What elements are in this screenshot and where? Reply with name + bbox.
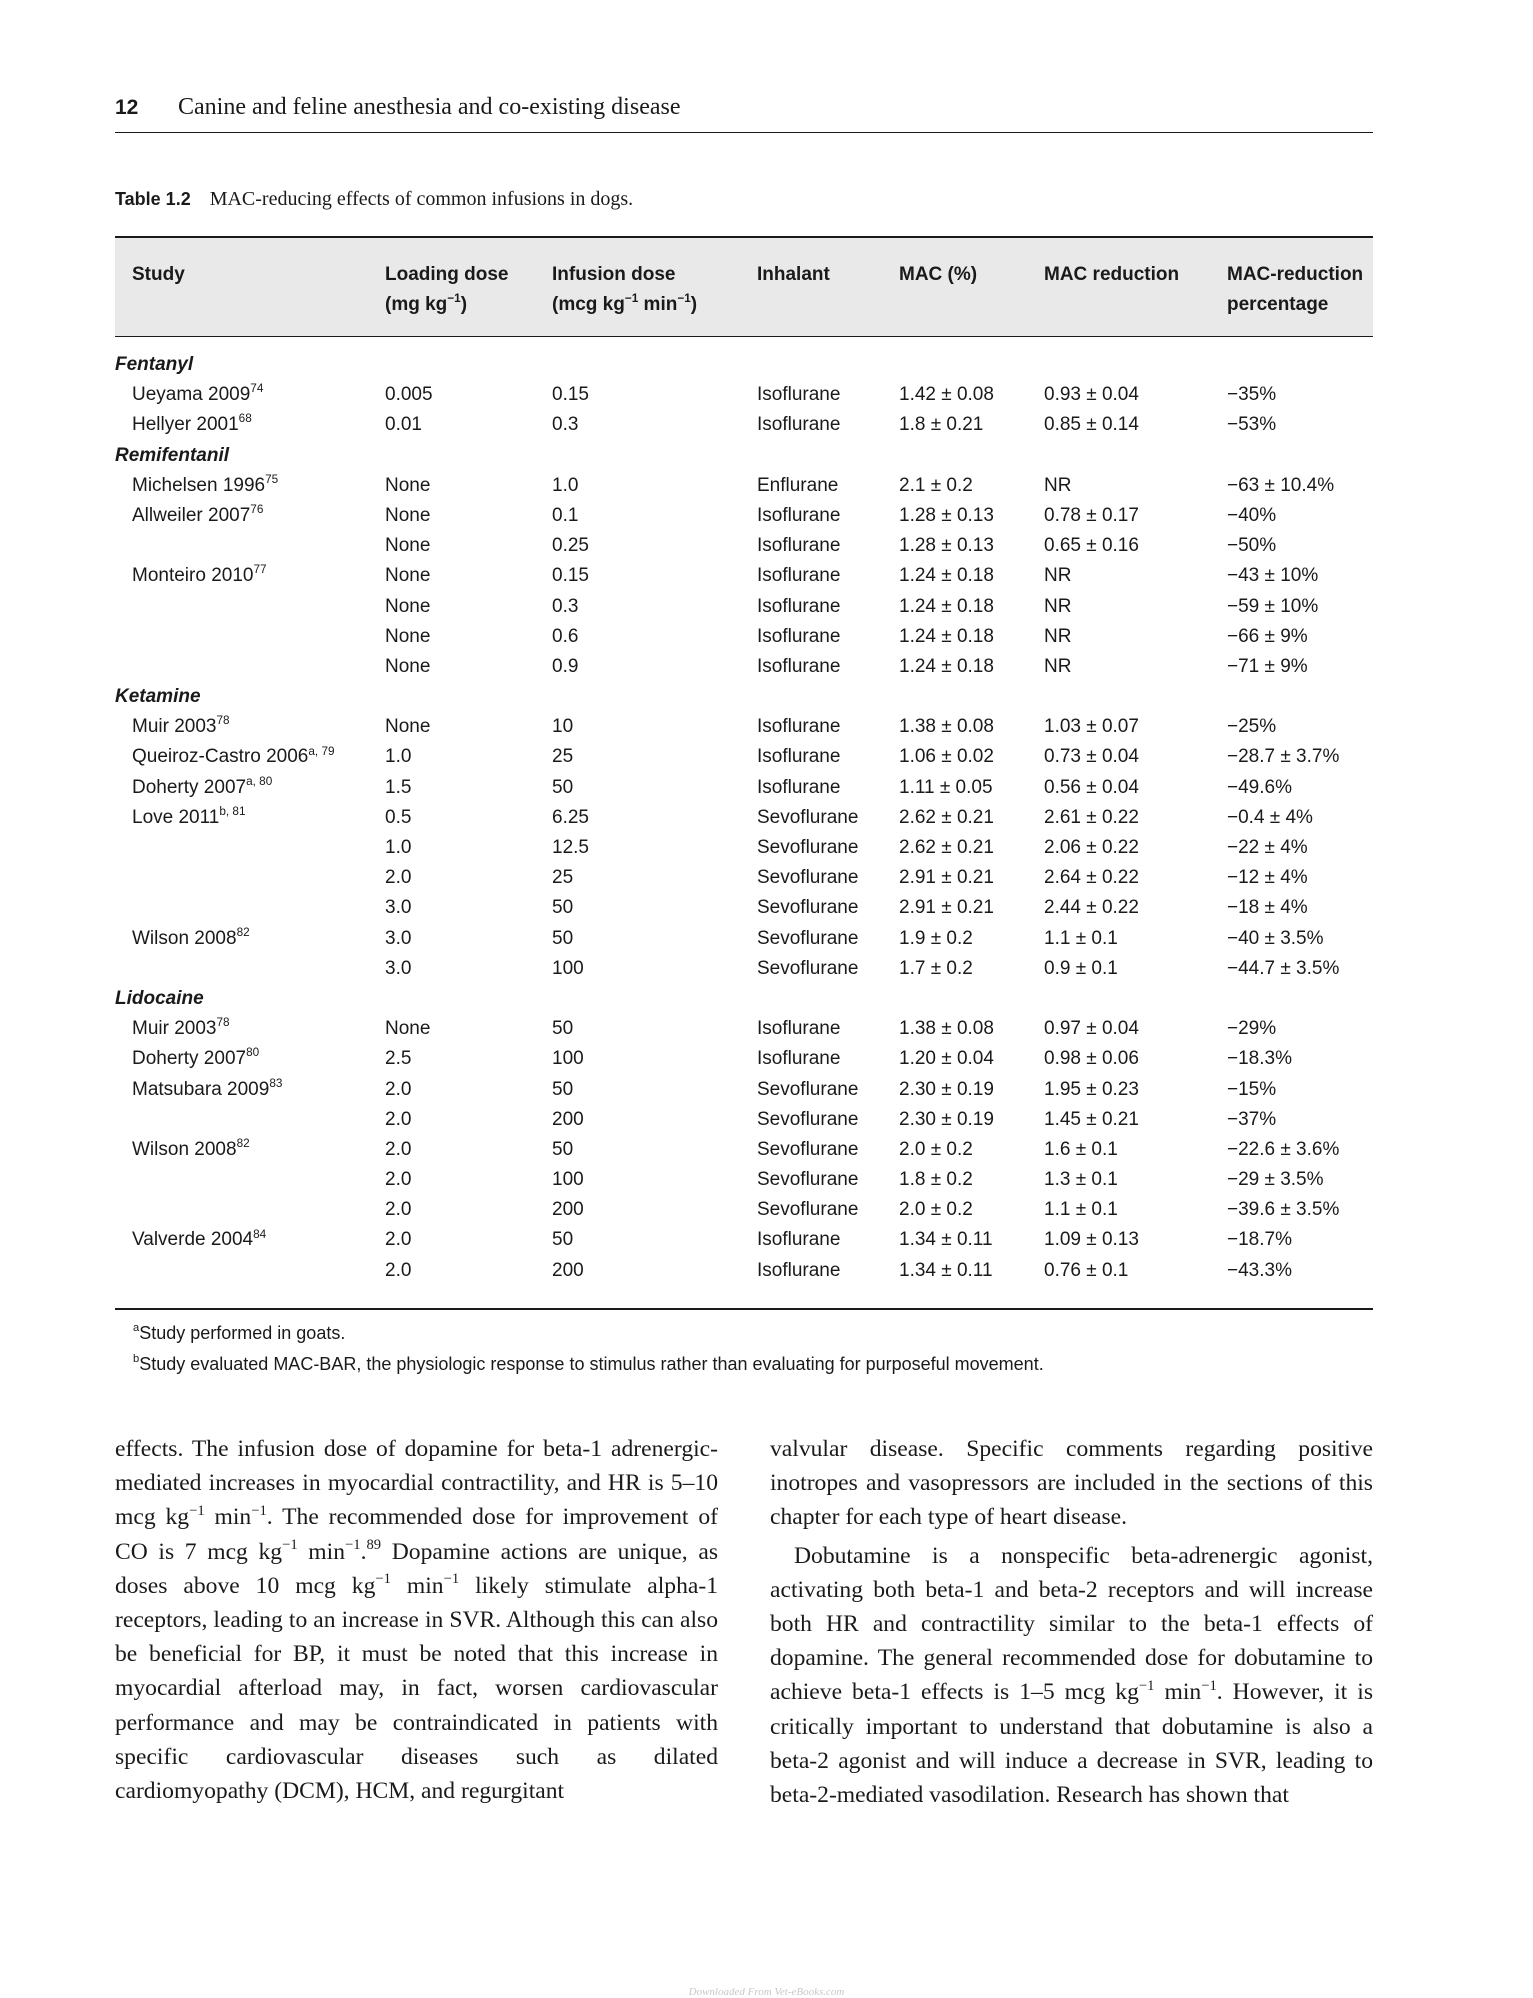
cell-loading: 2.0 xyxy=(385,1138,412,1160)
cell-macred: 2.64 ± 0.22 xyxy=(1044,867,1139,889)
cell-mac: 1.20 ± 0.04 xyxy=(899,1048,994,1070)
cell-infusion: 1.0 xyxy=(552,474,579,496)
cell-loading: None xyxy=(385,716,431,738)
cell-macred: 0.93 ± 0.04 xyxy=(1044,384,1139,406)
cell-infusion: 100 xyxy=(552,957,584,979)
cell-loading: None xyxy=(385,595,431,617)
cell-pct: −29 ± 3.5% xyxy=(1227,1169,1324,1191)
table-row xyxy=(115,742,1373,772)
cell-pct: −40% xyxy=(1227,504,1277,526)
table-row xyxy=(115,561,1373,591)
cell-inhalant: Isoflurane xyxy=(757,414,841,436)
cell-mac: 1.38 ± 0.08 xyxy=(899,716,994,738)
cell-pct: −49.6% xyxy=(1227,776,1292,798)
cell-mac: 2.30 ± 0.19 xyxy=(899,1108,994,1130)
cell-loading: 2.0 xyxy=(385,1199,412,1221)
cell-study: Ueyama 2009$^{74}$ xyxy=(132,382,264,406)
table-row xyxy=(115,1105,1373,1135)
page-number: 12 xyxy=(115,96,139,119)
cell-infusion: 50 xyxy=(552,1138,574,1160)
cell-macred: 1.45 ± 0.21 xyxy=(1044,1108,1139,1130)
cell-pct: −18 ± 4% xyxy=(1227,897,1308,919)
cell-pct: −18.3% xyxy=(1227,1048,1292,1070)
cell-pct: −66 ± 9% xyxy=(1227,625,1308,647)
cell-inhalant: Isoflurane xyxy=(757,625,841,647)
cell-inhalant: Sevoflurane xyxy=(757,897,859,919)
cell-loading: None xyxy=(385,535,431,557)
cell-infusion: 12.5 xyxy=(552,837,589,858)
cell-infusion: 0.15 xyxy=(552,565,589,587)
cell-inhalant: Isoflurane xyxy=(757,655,841,677)
cell-infusion: 6.25 xyxy=(552,806,589,828)
cell-infusion: 0.3 xyxy=(552,595,579,617)
reference-superscript: 84 xyxy=(253,1227,267,1241)
header-infusion-dose: Infusion dose (mcg $kg^{-1}$ $\min^{-1}$) xyxy=(552,264,698,315)
reference-superscript: 74 xyxy=(250,382,264,396)
cell-pct: −44.7 ± 3.5% xyxy=(1227,957,1340,979)
cell-mac: 2.30 ± 0.19 xyxy=(899,1078,994,1100)
cell-macred: NR xyxy=(1044,655,1072,677)
cell-inhalant: Isoflurane xyxy=(757,535,841,557)
cell-mac: 2.0 ± 0.2 xyxy=(899,1138,973,1160)
cell-pct: −43.3% xyxy=(1227,1259,1292,1281)
cell-study: Love 2011$^{b, 81}$ xyxy=(132,804,246,828)
cell-loading: None xyxy=(385,625,431,647)
cell-pct: −43 ± 10% xyxy=(1227,565,1319,587)
cell-inhalant: Isoflurane xyxy=(757,384,841,406)
cell-inhalant: Isoflurane xyxy=(757,716,841,738)
group-label: Lidocaine xyxy=(115,987,204,1009)
cell-loading: 1.5 xyxy=(385,776,412,798)
table-header xyxy=(115,236,1373,337)
cell-macred: 1.3 ± 0.1 xyxy=(1044,1169,1118,1191)
table-row xyxy=(115,924,1373,954)
cell-mac: 1.24 ± 0.18 xyxy=(899,625,994,647)
cell-infusion: 0.15 xyxy=(552,384,589,406)
cell-pct: −37% xyxy=(1227,1108,1277,1130)
cell-pct: −71 ± 9% xyxy=(1227,655,1308,677)
cell-mac: 1.06 ± 0.02 xyxy=(899,746,994,768)
cell-infusion: 0.6 xyxy=(552,625,579,647)
cell-macred: 0.65 ± 0.16 xyxy=(1044,535,1139,557)
table-row xyxy=(115,501,1373,531)
cell-inhalant: Sevoflurane xyxy=(757,806,859,828)
cell-study: Monteiro 2010$^{77}$ xyxy=(132,563,267,587)
cell-loading: 3.0 xyxy=(385,927,412,949)
table-row xyxy=(115,712,1373,742)
cell-macred: 0.73 ± 0.04 xyxy=(1044,746,1139,768)
cell-inhalant: Sevoflurane xyxy=(757,927,859,949)
cell-loading: None xyxy=(385,655,431,677)
cell-macred: 0.9 ± 0.1 xyxy=(1044,957,1118,979)
cell-pct: −50% xyxy=(1227,535,1277,557)
cell-study: Doherty 2007$^{a, 80}$ xyxy=(132,774,273,798)
cell-infusion: 10 xyxy=(552,716,574,738)
cell-pct: −35% xyxy=(1227,384,1277,406)
cell-loading: None xyxy=(385,474,431,496)
cell-loading: 2.0 xyxy=(385,867,412,889)
cell-loading: 0.01 xyxy=(385,414,422,436)
cell-macred: NR xyxy=(1044,565,1072,587)
cell-mac: 1.9 ± 0.2 xyxy=(899,927,973,949)
cell-mac: 2.62 ± 0.21 xyxy=(899,837,994,858)
cell-loading: 2.0 xyxy=(385,1169,412,1191)
cell-loading: 2.0 xyxy=(385,1229,412,1251)
cell-inhalant: Sevoflurane xyxy=(757,1199,859,1221)
header-mac-reduction: MAC reduction xyxy=(1044,264,1180,285)
cell-inhalant: Sevoflurane xyxy=(757,867,859,889)
cell-loading: None xyxy=(385,565,431,587)
cell-macred: NR xyxy=(1044,474,1072,496)
cell-macred: 1.09 ± 0.13 xyxy=(1044,1229,1139,1251)
cell-macred: 0.98 ± 0.06 xyxy=(1044,1048,1139,1070)
reference-superscript: 78 xyxy=(216,1016,230,1030)
cell-infusion: 50 xyxy=(552,927,574,949)
reference-superscript: 82 xyxy=(236,925,250,939)
cell-macred: 2.06 ± 0.22 xyxy=(1044,837,1139,858)
cell-infusion: 25 xyxy=(552,867,574,889)
table-row xyxy=(115,833,1373,863)
reference-superscript: 83 xyxy=(269,1076,283,1090)
cell-infusion: 100 xyxy=(552,1048,584,1070)
cell-macred: 1.1 ± 0.1 xyxy=(1044,927,1118,949)
cell-loading: 2.0 xyxy=(385,1078,412,1100)
body-paragraph: Dobutamine is a nonspecific beta-adrenergic agonist, activating both beta-1 and beta-2 receptors and will increase both HR and contractility similar to the beta-1 effects of dopamine. The general recommended dose for dobutamine to achieve beta-1 effects is 1–5 mcg $kg^{-1}$ $\min^{-1}$. However, it is critically important to understand that dobutamine is also a beta-2 agonist and will induce a decrease in SVR, leading to beta-2-mediated vasodilation. Research has shown that xyxy=(770,1542,1373,1809)
group-label: Remifentanil xyxy=(115,444,230,466)
cell-mac: 1.42 ± 0.08 xyxy=(899,384,994,406)
table-row xyxy=(115,893,1373,923)
table-caption-text: MAC-reducing effects of common infusions in dogs. xyxy=(209,188,634,210)
cell-macred: 0.97 ± 0.04 xyxy=(1044,1018,1139,1040)
cell-pct: −15% xyxy=(1227,1078,1277,1100)
cell-pct: −59 ± 10% xyxy=(1227,595,1319,617)
cell-inhalant: Isoflurane xyxy=(757,565,841,587)
cell-infusion: 25 xyxy=(552,746,574,768)
cell-infusion: 100 xyxy=(552,1169,584,1191)
cell-inhalant: Isoflurane xyxy=(757,1048,841,1070)
cell-loading: 0.005 xyxy=(385,384,433,406)
header-study: Study xyxy=(132,264,185,285)
cell-infusion: 50 xyxy=(552,776,574,798)
table-row xyxy=(115,863,1373,893)
table-row xyxy=(115,1256,1373,1286)
cell-mac: 1.8 ± 0.2 xyxy=(899,1169,973,1191)
cell-inhalant: Sevoflurane xyxy=(757,1169,859,1191)
cell-infusion: 0.25 xyxy=(552,535,589,557)
table-row xyxy=(115,622,1373,652)
cell-infusion: 50 xyxy=(552,1229,574,1251)
cell-mac: 1.34 ± 0.11 xyxy=(899,1229,993,1251)
cell-infusion: 200 xyxy=(552,1259,584,1281)
cell-loading: 1.0 xyxy=(385,837,412,858)
cell-mac: 1.38 ± 0.08 xyxy=(899,1018,994,1040)
cell-loading: 3.0 xyxy=(385,957,412,979)
cell-macred: NR xyxy=(1044,595,1072,617)
footnote: $^a$Study performed in goats. xyxy=(133,1322,346,1343)
cell-macred: 1.95 ± 0.23 xyxy=(1044,1078,1139,1100)
table-label: Table 1.2 xyxy=(115,189,191,209)
table-body xyxy=(115,350,1373,1286)
header-inhalant: Inhalant xyxy=(757,264,830,285)
cell-loading: None xyxy=(385,1018,431,1040)
cell-pct: −22.6 ± 3.6% xyxy=(1227,1138,1340,1160)
table-group-row xyxy=(115,682,1373,712)
cell-pct: −0.4 ± 4% xyxy=(1227,806,1313,828)
cell-inhalant: Isoflurane xyxy=(757,595,841,617)
cell-mac: 2.91 ± 0.21 xyxy=(899,897,994,919)
table-row xyxy=(115,1135,1373,1165)
table-row xyxy=(115,773,1373,803)
cell-pct: −40 ± 3.5% xyxy=(1227,927,1324,949)
table-bottom-rule xyxy=(115,1308,1373,1310)
cell-infusion: 50 xyxy=(552,1018,574,1040)
table-group-row xyxy=(115,441,1373,471)
table-row xyxy=(115,471,1373,501)
cell-study: Matsubara 2009$^{83}$ xyxy=(132,1076,283,1100)
cell-loading: 0.5 xyxy=(385,806,412,828)
cell-inhalant: Isoflurane xyxy=(757,746,841,768)
table-footnotes xyxy=(133,1318,1044,1380)
cell-study: Wilson 2008$^{82}$ xyxy=(132,925,250,949)
group-label: Ketamine xyxy=(115,686,201,708)
cell-mac: 1.8 ± 0.21 xyxy=(899,414,984,436)
cell-infusion: 50 xyxy=(552,897,574,919)
cell-study: Allweiler 2007$^{76}$ xyxy=(132,503,264,526)
cell-pct: −25% xyxy=(1227,716,1277,738)
table-row xyxy=(115,531,1373,561)
cell-loading: None xyxy=(385,504,431,526)
cell-macred: 0.56 ± 0.04 xyxy=(1044,776,1139,798)
cell-loading: 1.0 xyxy=(385,746,412,768)
cell-inhalant: Isoflurane xyxy=(757,776,841,798)
table-row xyxy=(115,592,1373,622)
running-title: Canine and feline anesthesia and co-existing disease xyxy=(178,94,681,120)
cell-inhalant: Sevoflurane xyxy=(757,1108,859,1130)
cell-macred: 0.78 ± 0.17 xyxy=(1044,504,1139,526)
cell-pct: −53% xyxy=(1227,414,1277,436)
body-column-left xyxy=(115,1432,718,1808)
cell-mac: 2.1 ± 0.2 xyxy=(899,474,973,496)
cell-pct: −28.7 ± 3.7% xyxy=(1227,746,1340,768)
reference-superscript: a, 80 xyxy=(246,774,273,788)
table-row xyxy=(115,954,1373,984)
header-loading-dose: Loading dose (mg $kg^{-1}$) xyxy=(385,264,509,315)
reference-superscript: a, 79 xyxy=(308,744,335,758)
table-row xyxy=(115,1044,1373,1074)
table-group-row xyxy=(115,350,1373,380)
header-mac: MAC (%) xyxy=(899,264,978,285)
cell-mac: 1.28 ± 0.13 xyxy=(899,535,994,557)
cell-infusion: 200 xyxy=(552,1108,584,1130)
cell-macred: 1.03 ± 0.07 xyxy=(1044,716,1139,738)
cell-inhalant: Sevoflurane xyxy=(757,837,859,858)
cell-macred: 0.76 ± 0.1 xyxy=(1044,1259,1129,1281)
table-row xyxy=(115,1014,1373,1044)
table-row xyxy=(115,1165,1373,1195)
reference-superscript: b, 81 xyxy=(219,804,246,818)
table-row xyxy=(115,380,1373,410)
cell-mac: 1.24 ± 0.18 xyxy=(899,565,994,587)
cell-study: Valverde 2004$^{84}$ xyxy=(132,1227,267,1251)
cell-mac: 1.11 ± 0.05 xyxy=(899,776,993,798)
cell-pct: −12 ± 4% xyxy=(1227,867,1308,889)
cell-loading: 3.0 xyxy=(385,897,412,919)
download-watermark: Downloaded From Vet-eBooks.com xyxy=(688,1986,845,1998)
cell-study: Muir 2003$^{78}$ xyxy=(132,1016,230,1040)
header-mac-reduction-percentage: MAC-reduction percentage xyxy=(1227,264,1364,315)
table-row xyxy=(115,652,1373,682)
cell-study: Wilson 2008$^{82}$ xyxy=(132,1136,250,1160)
cell-mac: 2.62 ± 0.21 xyxy=(899,806,994,828)
cell-inhalant: Sevoflurane xyxy=(757,957,859,979)
cell-mac: 1.24 ± 0.18 xyxy=(899,595,994,617)
cell-inhalant: Isoflurane xyxy=(757,504,841,526)
cell-infusion: 50 xyxy=(552,1078,574,1100)
cell-loading: 2.5 xyxy=(385,1048,412,1070)
cell-inhalant: Sevoflurane xyxy=(757,1138,859,1160)
reference-superscript: 75 xyxy=(265,472,279,486)
cell-inhalant: Isoflurane xyxy=(757,1018,841,1040)
table-row xyxy=(115,1195,1373,1225)
body-paragraph: effects. The infusion dose of dopamine for beta-1 adrenergic-mediated increases in myocardial contractility, and HR is 5–10 mcg $kg^{-1}$ $\min^{-1}$. The recommended dose for improvement of CO is 7 mcg $kg^{-1}$ $\min^{-1}.^{89}$ Dopamine actions are unique, as doses above 10 mcg $kg^{-1}$ $\min^{-1}$ likely stimulate alpha-1 receptors, leading to an increase in SVR. Although this can also be beneficial for BP, it must be noted that this increase in myocardial afterload may, in fact, worsen cardiovascular performance and may be contraindicated in patients with specific cardiovascular diseases such as dilated cardiomyopathy (DCM), HCM, and regurgitant xyxy=(115,1436,718,1805)
cell-infusion: 0.1 xyxy=(552,504,579,526)
cell-study: Hellyer 2001$^{68}$ xyxy=(132,412,252,436)
cell-mac: 2.91 ± 0.21 xyxy=(899,867,994,889)
body-column-right xyxy=(770,1432,1373,1812)
body-paragraph: valvular disease. Specific comments regarding positive inotropes and vasopressors are included in the sections of this chapter for each type of heart disease. xyxy=(770,1436,1373,1531)
cell-pct: −29% xyxy=(1227,1018,1277,1040)
cell-macred: 1.1 ± 0.1 xyxy=(1044,1199,1118,1221)
cell-mac: 1.34 ± 0.11 xyxy=(899,1259,993,1281)
table-row xyxy=(115,803,1373,833)
cell-infusion: 0.9 xyxy=(552,655,579,677)
table-row xyxy=(115,410,1373,440)
cell-macred: 0.85 ± 0.14 xyxy=(1044,414,1139,436)
cell-inhalant: Sevoflurane xyxy=(757,1078,859,1100)
reference-superscript: 82 xyxy=(236,1136,250,1150)
cell-study: Muir 2003$^{78}$ xyxy=(132,714,230,738)
cell-pct: −63 ± 10.4% xyxy=(1227,474,1335,496)
cell-infusion: 0.3 xyxy=(552,414,579,436)
running-header xyxy=(115,92,1373,133)
reference-superscript: 76 xyxy=(250,503,264,517)
cell-loading: 2.0 xyxy=(385,1108,412,1130)
cell-mac: 1.24 ± 0.18 xyxy=(899,655,994,677)
cell-loading: 2.0 xyxy=(385,1259,412,1281)
reference-superscript: 78 xyxy=(216,714,230,728)
cell-infusion: 200 xyxy=(552,1199,584,1221)
cell-macred: 2.44 ± 0.22 xyxy=(1044,897,1139,919)
cell-inhalant: Isoflurane xyxy=(757,1229,841,1251)
cell-pct: −22 ± 4% xyxy=(1227,837,1308,858)
reference-superscript: 68 xyxy=(238,412,252,426)
table-group-row xyxy=(115,984,1373,1014)
reference-superscript: 80 xyxy=(246,1046,260,1060)
reference-superscript: 77 xyxy=(253,563,267,577)
cell-mac: 1.7 ± 0.2 xyxy=(899,957,973,979)
cell-macred: NR xyxy=(1044,625,1072,647)
cell-mac: 2.0 ± 0.2 xyxy=(899,1199,973,1221)
footnote: $^b$Study evaluated MAC-BAR, the physiologic response to stimulus rather than evaluating for purposeful movement. xyxy=(133,1353,1044,1374)
table-caption xyxy=(115,188,633,211)
cell-study: Doherty 2007$^{80}$ xyxy=(132,1046,260,1070)
cell-inhalant: Enflurane xyxy=(757,474,839,496)
cell-macred: 1.6 ± 0.1 xyxy=(1044,1138,1118,1160)
cell-mac: 1.28 ± 0.13 xyxy=(899,504,994,526)
cell-pct: −39.6 ± 3.5% xyxy=(1227,1199,1340,1221)
cell-pct: −18.7% xyxy=(1227,1229,1292,1251)
table-row xyxy=(115,1075,1373,1105)
cell-study: Michelsen 1996$^{75}$ xyxy=(132,472,279,496)
cell-inhalant: Isoflurane xyxy=(757,1259,841,1281)
cell-macred: 2.61 ± 0.22 xyxy=(1044,806,1139,828)
cell-study: Queiroz-Castro 2006$^{a, 79}$ xyxy=(132,744,335,768)
table-row xyxy=(115,1225,1373,1255)
group-label: Fentanyl xyxy=(115,354,194,375)
